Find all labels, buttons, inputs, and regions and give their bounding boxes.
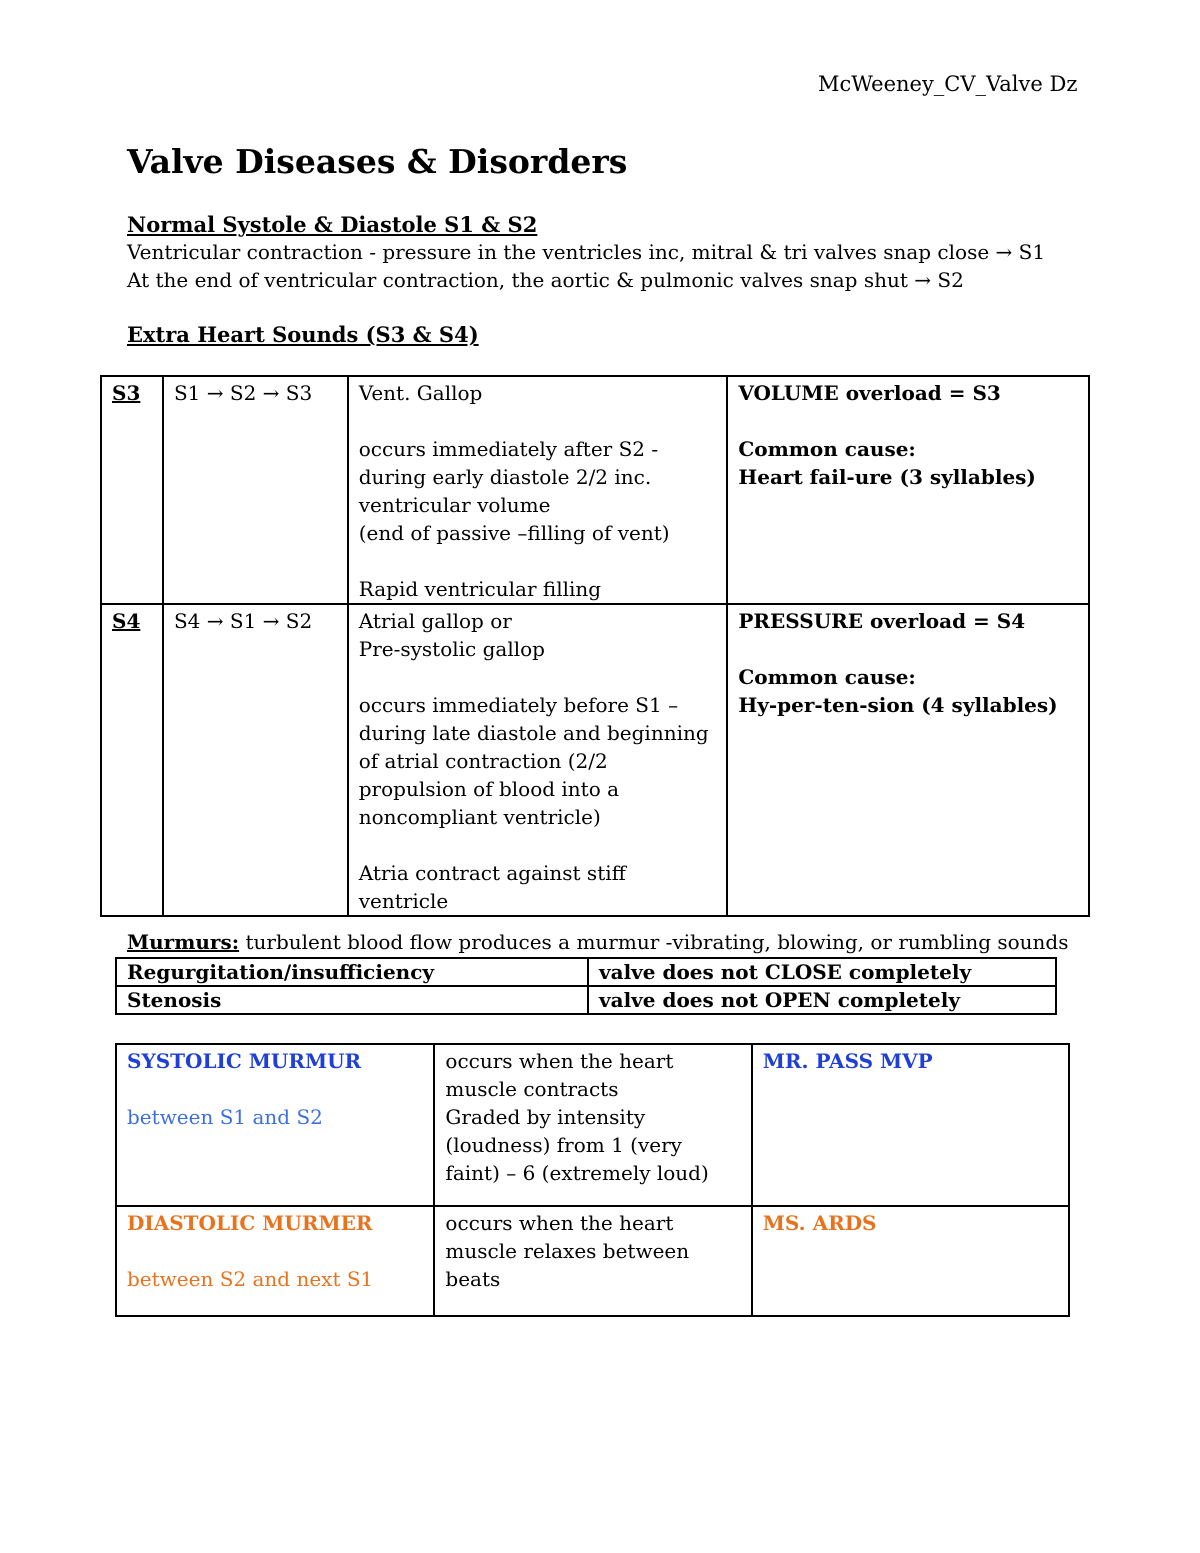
desc-line: faint) – 6 (extremely loud) (445, 1161, 709, 1185)
sound-sequence: S4 → S1 → S2 (163, 604, 348, 916)
desc-title: Vent. Gallop (358, 381, 483, 405)
murmur-name: DIASTOLIC MURMER (127, 1211, 373, 1235)
table-row (101, 376, 1089, 604)
desc-line: muscle contracts (445, 1077, 619, 1101)
desc-line: occurs when the heart (445, 1211, 674, 1235)
desc-line: propulsion of blood into a (358, 777, 620, 801)
desc-title-2: Pre-systolic gallop (358, 637, 545, 661)
section-heading-normal: Normal Systole & Diastole S1 & S2 (127, 212, 538, 237)
sound-cause (727, 604, 1089, 916)
overload-text: VOLUME overload = S3 (738, 381, 1001, 405)
desc-line: during early diastole 2/2 inc. (358, 465, 652, 489)
page-title: Valve Diseases & Disorders (127, 142, 628, 181)
desc-line: beats (445, 1267, 501, 1291)
murmur-types-table (115, 957, 1057, 1015)
desc-footer: Rapid ventricular filling (358, 577, 602, 601)
cause-text: Heart fail-ure (3 syllables) (738, 465, 1036, 489)
sound-label: S3 (101, 376, 163, 604)
sound-description (348, 604, 728, 916)
normal-line-2: At the end of ventricular contraction, the aortic & pulmonic valves snap shut → S2 (127, 268, 964, 292)
cause-label: Common cause: (738, 665, 916, 689)
desc-line: of atrial contraction (2/2 (358, 749, 608, 773)
desc-line: (loudness) from 1 (very (445, 1133, 682, 1157)
sound-label: S4 (101, 604, 163, 916)
murmur-name: SYSTOLIC MURMUR (127, 1049, 362, 1073)
murmurs-intro (127, 930, 1069, 954)
murmur-timing: between S2 and next S1 (127, 1267, 374, 1291)
desc-line: muscle relaxes between (445, 1239, 690, 1263)
murmurs-label: Murmurs: (127, 930, 240, 954)
table-row (101, 604, 1089, 916)
table-row (116, 958, 1056, 986)
murmur-type-meaning: valve does not CLOSE completely (588, 958, 1056, 986)
desc-footer: Atria contract against stiff ventricle (358, 861, 626, 913)
sound-sequence: S1 → S2 → S3 (163, 376, 348, 604)
murmurs-text: turbulent blood flow produces a murmur -vibrating, blowing, or rumbling sounds (239, 930, 1069, 954)
desc-line: (end of passive –filling of vent) (358, 521, 670, 545)
murmur-name-cell (116, 1044, 434, 1206)
table-row (116, 1044, 1069, 1206)
sound-description (348, 376, 728, 604)
desc-line: noncompliant ventricle) (358, 805, 601, 829)
page-header: McWeeney_CV_Valve Dz (818, 72, 1078, 96)
section-heading-extra: Extra Heart Sounds (S3 & S4) (127, 322, 479, 347)
normal-line-1: Ventricular contraction - pressure in the ventricles inc, mitral & tri valves snap close → S1 (127, 240, 1046, 264)
desc-title: Atrial gallop or (358, 609, 512, 633)
murmur-timing: between S1 and S2 (127, 1105, 323, 1129)
murmur-type-name: Stenosis (116, 986, 588, 1014)
sound-cause (727, 376, 1089, 604)
desc-line: ventricular volume (358, 493, 551, 517)
murmur-description (434, 1206, 751, 1316)
table-row (116, 986, 1056, 1014)
desc-line: occurs immediately before S1 – (358, 693, 679, 717)
murmur-name-cell (116, 1206, 434, 1316)
murmur-mnemonic: MS. ARDS (752, 1206, 1069, 1316)
desc-line: occurs when the heart (445, 1049, 674, 1073)
murmur-timing-table (115, 1043, 1070, 1317)
cause-text: Hy-per-ten-sion (4 syllables) (738, 693, 1058, 717)
murmur-type-meaning: valve does not OPEN completely (588, 986, 1056, 1014)
overload-text: PRESSURE overload = S4 (738, 609, 1026, 633)
murmur-mnemonic: MR. PASS MVP (752, 1044, 1069, 1206)
desc-line: Graded by intensity (445, 1105, 646, 1129)
extra-sounds-table (100, 375, 1090, 917)
table-row (116, 1206, 1069, 1316)
desc-line: during late diastole and beginning (358, 721, 709, 745)
cause-label: Common cause: (738, 437, 916, 461)
murmur-description (434, 1044, 751, 1206)
murmur-type-name: Regurgitation/insufficiency (116, 958, 588, 986)
desc-line: occurs immediately after S2 - (358, 437, 659, 461)
